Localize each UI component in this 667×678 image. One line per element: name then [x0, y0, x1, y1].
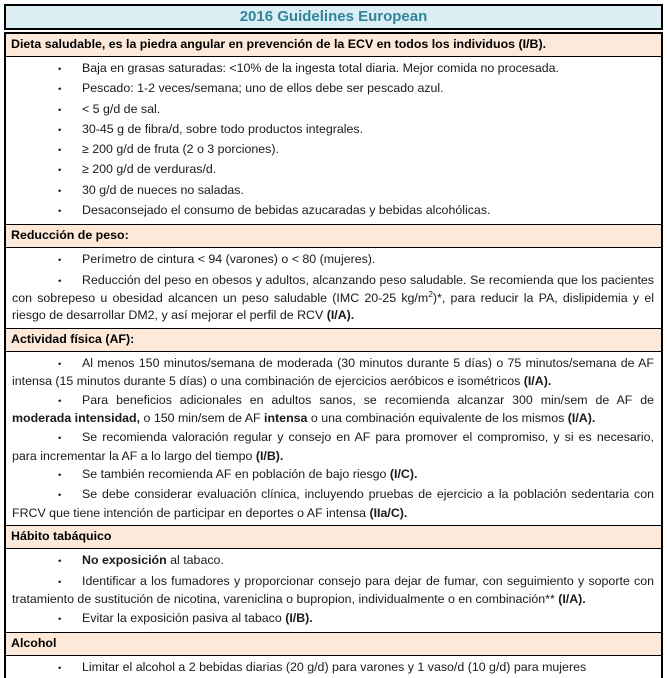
bullet-icon: •: [58, 395, 62, 407]
bullet-icon: •: [58, 165, 62, 177]
bullet-icon: •: [58, 104, 62, 116]
bullet-icon: •: [58, 84, 62, 96]
section-body-alcohol: [6, 656, 661, 678]
section-header-dieta-saludable: [6, 34, 661, 57]
bullet-icon: •: [58, 556, 62, 568]
bullet-icon: •: [58, 185, 62, 197]
text-segment: No exposición: [82, 553, 167, 568]
text-segment: )*, para reducir la PA, dislipidemia y el riesgo de desarrollar DM2, y así mejorar el perfil de RCV: [12, 291, 654, 323]
section-body-habito-tabaquico: [6, 549, 661, 633]
text-segment: Identificar a los fumadores y proporcionar consejo para dejar de fumar, con seguimiento y soporte con tratamiento de sustitución de nicotina, vareniclina o bupropion, individualmente o en combinación**: [12, 573, 654, 607]
text-segment: Alcohol: [11, 635, 57, 650]
section-header-alcohol: [6, 633, 661, 656]
bullet-icon: •: [58, 490, 62, 502]
text-segment: (I/B).: [255, 448, 284, 463]
text-segment: Limitar el alcohol a 2 bebidas diarias (20 g/d) para varones y 1 vaso/d (10 g/d) para mujeres: [82, 659, 587, 674]
list-item: [12, 60, 654, 79]
table-title: 2016 Guidelines European: [4, 4, 663, 30]
text-segment: < 5 g/d de sal.: [82, 101, 161, 116]
text-segment: Dieta saludable: [11, 37, 102, 51]
list-item: [12, 141, 654, 160]
text-segment: Actividad física (AF):: [11, 331, 135, 346]
section-header-reduccion-de-peso: [6, 225, 661, 248]
text-segment: Para beneficios adicionales en adultos sanos, se recomienda alcanzar 300 min/sem de AF de: [82, 392, 654, 407]
text-segment: ≥ 200 g/d de verduras/d.: [82, 162, 217, 177]
list-item: [12, 552, 654, 571]
list-item: [12, 251, 654, 270]
text-segment: (IIa/C).: [369, 505, 408, 520]
bullet-icon: •: [58, 64, 62, 75]
list-item: [12, 272, 654, 324]
text-segment: (I/B).: [518, 37, 547, 51]
list-item: [12, 610, 654, 629]
bullet-icon: •: [58, 206, 62, 218]
list-item: [12, 182, 654, 201]
bullet-icon: •: [58, 613, 62, 625]
text-segment: intensa: [264, 411, 308, 426]
text-segment: (I/A).: [567, 411, 596, 426]
text-segment: Se debe considerar evaluación clínica, incluyendo pruebas de ejercicio a la población sedentaria con FRCV que tiene intención de participar en deportes o AF intensa: [12, 487, 654, 520]
text-segment: o una combinación equivalente de los mismos: [307, 411, 568, 426]
text-segment: Reducción del peso en obesos y adultos, alcanzando peso saludable. Se recomienda que los pacientes con sobrepeso u obesidad alcancen un peso saludable (IMC 20-25 kg/m: [12, 272, 654, 306]
text-segment: al tabaco.: [166, 553, 224, 568]
text-segment: Desaconsejado el consumo de bebidas azucaradas y bebidas alcohólicas.: [82, 203, 491, 218]
bullet-icon: •: [58, 358, 62, 370]
text-segment: , es la piedra angular en prevención de la ECV en todos los individuos: [101, 37, 519, 51]
text-segment: ≥ 200 g/d de fruta (2 o 3 porciones).: [82, 142, 279, 157]
bullet-icon: •: [58, 124, 62, 136]
list-item: [12, 355, 654, 391]
list-item: [12, 101, 654, 120]
text-segment: Se también recomienda AF en población de bajo riesgo: [82, 466, 390, 481]
text-segment: Pescado: 1-2 veces/semana; uno de ellos debe ser pescado azul.: [82, 81, 444, 96]
section-header-actividad-fisica: [6, 329, 661, 352]
text-segment: 30-45 g de fibra/d, sobre todo productos integrales.: [82, 121, 364, 136]
list-item: [12, 202, 654, 221]
list-item: [12, 161, 654, 180]
text-segment: Baja en grasas saturadas: <10% de la ingesta total diaria. Mejor comida no procesada.: [82, 61, 559, 75]
text-segment: Al menos 150 minutos/semana de moderada (30 minutos durante 5 días) o 75 minutos/semana de AF intensa (15 minutos durante 5 días) o una combinación de ejercicios aeróbicos e isométricos: [12, 355, 654, 389]
bullet-icon: •: [58, 255, 62, 267]
list-item: [12, 80, 654, 99]
text-segment: Reducción de peso:: [11, 228, 129, 243]
text-segment: Se recomienda valoración regular y consejo en AF para promover el compromiso, y si es necesario, para incrementar la AF a lo largo del tiempo: [12, 429, 654, 463]
section-body-dieta-saludable: [6, 57, 661, 225]
list-item: [12, 429, 654, 465]
bullet-icon: •: [58, 432, 62, 444]
list-item: [12, 659, 654, 678]
list-item: [12, 466, 654, 485]
guidelines-table: [4, 32, 663, 678]
text-segment: Hábito tabáquico: [11, 529, 112, 544]
list-item: [12, 573, 654, 609]
text-segment: (I/A).: [523, 374, 552, 389]
text-segment: (I/C).: [389, 466, 418, 481]
text-segment: (I/A).: [326, 308, 355, 323]
bullet-icon: •: [58, 576, 62, 588]
section-header-habito-tabaquico: [6, 526, 661, 549]
text-segment: (I/A).: [558, 592, 586, 607]
bullet-icon: •: [58, 662, 62, 674]
text-segment: 30 g/d de nueces no saladas.: [82, 182, 244, 197]
text-segment: o 150 min/sem de AF: [140, 411, 265, 426]
list-item: [12, 121, 654, 140]
text-segment: Perímetro de cintura < 94 (varones) o < 80 (mujeres).: [82, 252, 376, 267]
text-segment: (I/B).: [285, 610, 313, 625]
list-item: [12, 486, 654, 522]
section-body-reduccion-de-peso: [6, 248, 661, 328]
bullet-icon: •: [58, 469, 62, 481]
text-segment: 2: [428, 289, 433, 300]
text-segment: moderada intensidad,: [12, 411, 141, 426]
text-segment: Evitar la exposición pasiva al tabaco: [82, 610, 286, 625]
bullet-icon: •: [58, 275, 62, 287]
list-item: [12, 392, 654, 428]
bullet-icon: •: [58, 145, 62, 157]
section-body-actividad-fisica: [6, 352, 661, 527]
